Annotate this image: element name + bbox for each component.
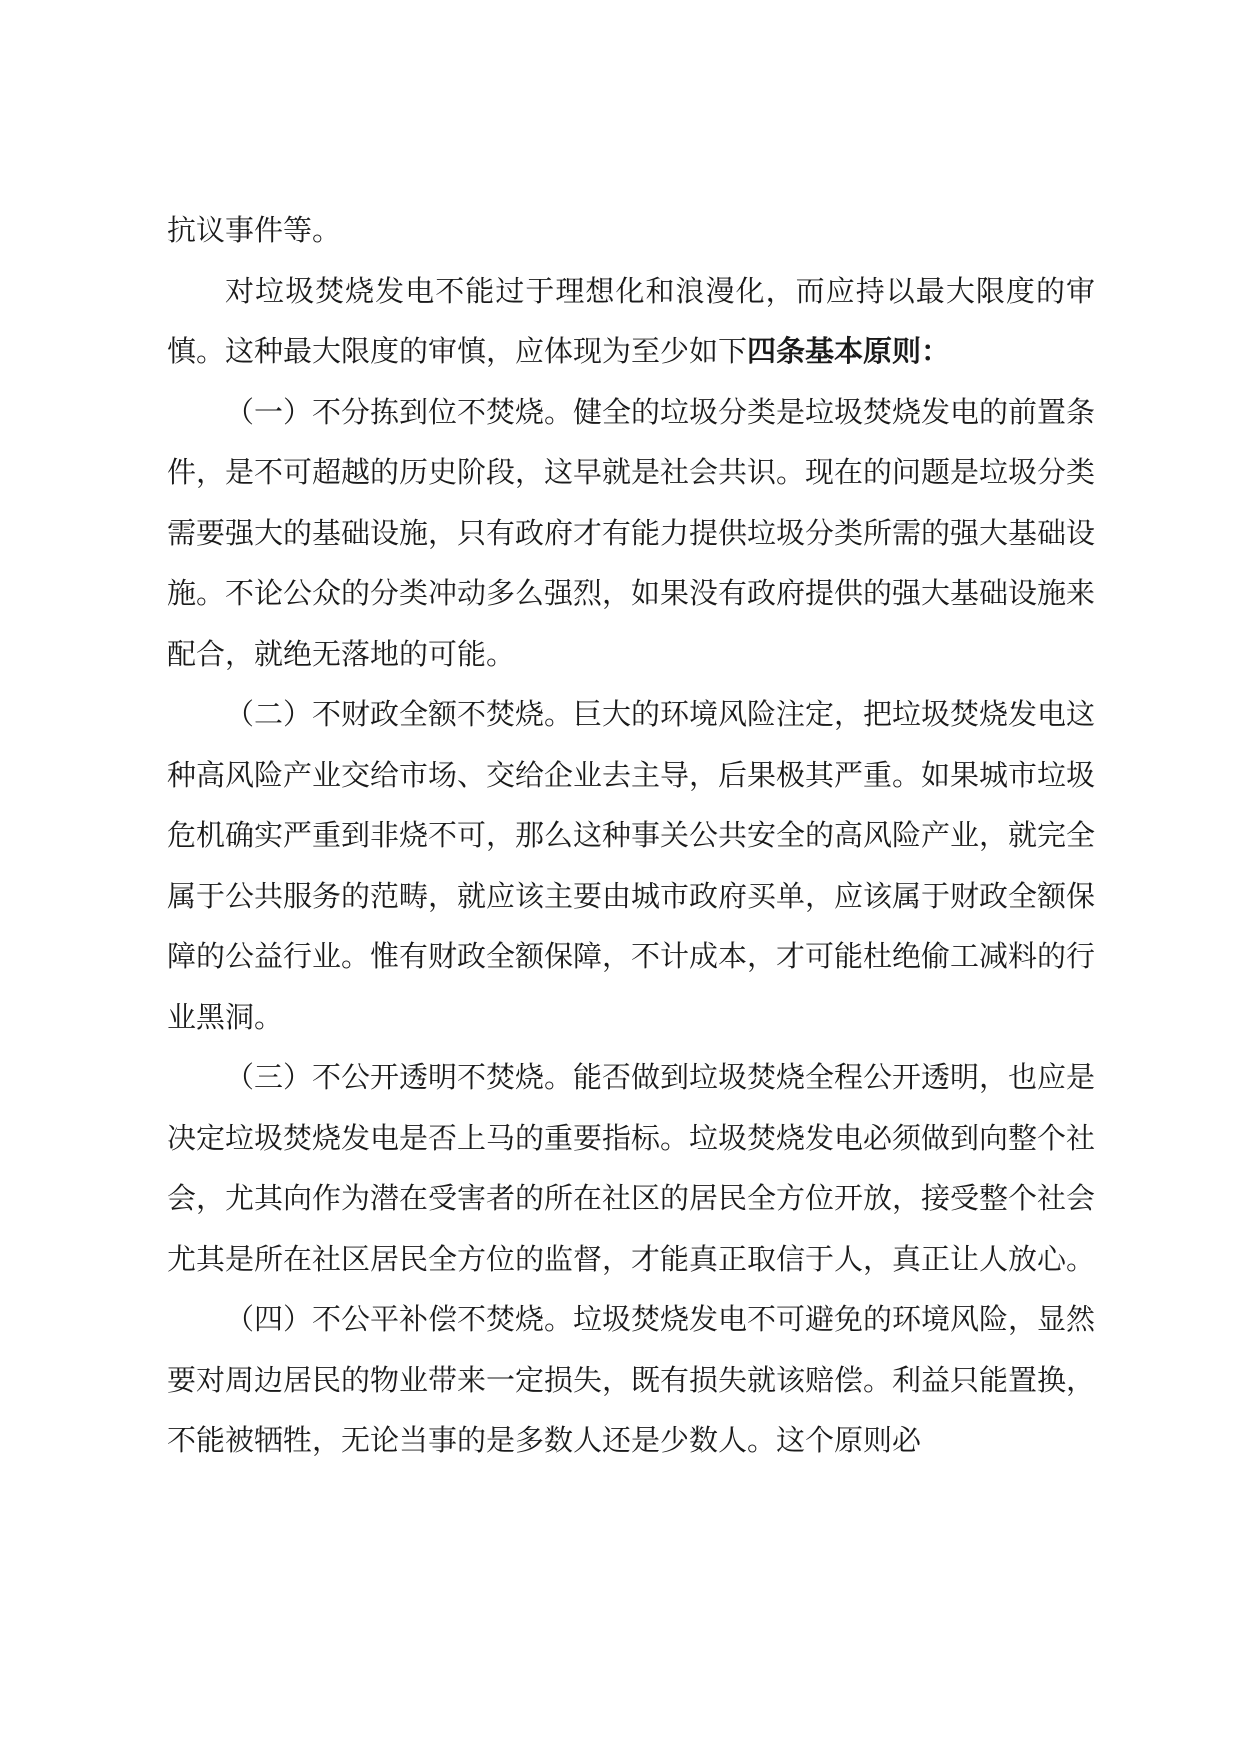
paragraph-principle-1 [167, 382, 1095, 685]
paragraph-text: （一）不分拣到位不焚烧。健全的垃圾分类是垃圾焚烧发电的前置条件，是不可超越的历史阶段，这早就是社会共识。现在的问题是垃圾分类需要强大的基础设施，只有政府才有能力提供垃圾分类所需的强大基础设施。不论公众的分类冲动多么强烈，如果没有政府提供的强大基础设施来配合，就绝无落地的可能。 [167, 394, 1096, 671]
paragraph-text: （三）不公开透明不焚烧。能否做到垃圾焚烧全程公开透明，也应是决定垃圾焚烧发电是否上马的重要指标。垃圾焚烧发电必须做到向整个社会，尤其向作为潜在受害者的所在社区的居民全方位开放，接受整个社会尤其是所在社区居民全方位的监督，才能真正取信于人，真正让人放心。 [167, 1060, 1096, 1276]
paragraph-text: （二）不财政全额不焚烧。巨大的环境风险注定，把垃圾焚烧发电这种高风险产业交给市场、交给企业去主导，后果极其严重。如果城市垃圾危机确实严重到非烧不可，那么这种事关公共安全的高风险产业，就完全属于公共服务的范畴，就应该主要由城市政府买单，应该属于财政全额保障的公益行业。惟有财政全额保障，不计成本，才可能杜绝偷工减料的行业黑洞。 [167, 697, 1096, 1034]
paragraph-principle-2 [167, 684, 1095, 1047]
paragraph-principle-4 [167, 1289, 1095, 1471]
paragraph-principles-intro [167, 261, 1095, 382]
document-body [167, 200, 1095, 1471]
paragraph-text: 对垃圾焚烧发电不能过于理想化和浪漫化，而应持以最大限度的审慎。这种最大限度的审慎，应体现为至少如下 [167, 273, 1095, 368]
paragraph-bold-emphasis: 四条基本原则： [747, 334, 951, 368]
paragraph-principle-3 [167, 1047, 1095, 1289]
paragraph-text: 抗议事件等。 [167, 213, 342, 247]
paragraph-text: （四）不公平补偿不焚烧。垃圾焚烧发电不可避免的环境风险，显然要对周边居民的物业带来一定损失，既有损失就该赔偿。利益只能置换，不能被牺牲，无论当事的是多数人还是少数人。这个原则必 [167, 1302, 1096, 1457]
paragraph-continuation [167, 200, 1095, 261]
